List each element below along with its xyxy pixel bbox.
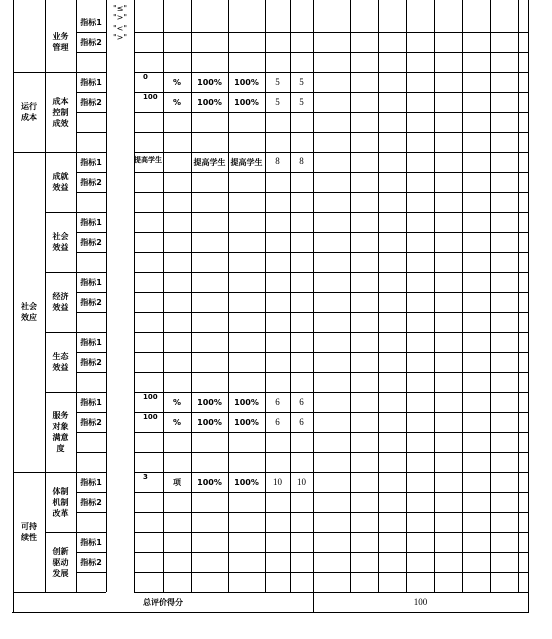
indicator-label: 指标1	[80, 277, 102, 287]
grid-hline	[134, 252, 528, 253]
grid-hline	[76, 512, 106, 513]
weight-score: 6	[275, 397, 280, 407]
actual-value: 提高学生	[193, 157, 226, 167]
achieved-score: 6	[299, 397, 304, 407]
target-value: 0	[143, 73, 148, 81]
grid-vline	[313, 0, 314, 612]
grid-hline	[134, 492, 528, 493]
grid-vline	[518, 0, 519, 592]
grid-hline	[134, 112, 528, 113]
unit-value: %	[172, 77, 181, 87]
grid-hline	[134, 372, 528, 373]
indicator-label: 指标2	[80, 557, 102, 567]
grid-hline	[134, 432, 528, 433]
weight-score: 5	[275, 97, 280, 107]
comparison-symbol: "<" ">"	[112, 24, 128, 42]
actual-value: 100%	[197, 477, 222, 487]
actual-value: 100%	[197, 97, 222, 107]
grid-vline	[528, 0, 529, 612]
indicator-label: 指标2	[80, 497, 102, 507]
grid-vline	[434, 0, 435, 592]
indicator-label: 指标1	[80, 157, 102, 167]
weight-score: 10	[273, 477, 282, 487]
comparison-symbol: "≤" ">"	[112, 4, 128, 22]
weight-score: 8	[275, 156, 280, 166]
indicator-label: 指标1	[80, 337, 102, 347]
grid-hline	[134, 292, 528, 293]
grid-hline	[134, 352, 528, 353]
section-label: 可持 续性	[21, 522, 37, 542]
grid-hline	[134, 192, 528, 193]
grid-hline	[76, 312, 106, 313]
section-label: 运行 成本	[21, 102, 37, 122]
grid-hline	[134, 212, 528, 213]
grid-hline	[76, 112, 106, 113]
grid-hline	[134, 52, 528, 53]
grid-hline	[134, 312, 528, 313]
subsection-label: 创新 驱动 发展	[52, 546, 69, 578]
grid-hline	[134, 512, 528, 513]
actual-value: 100%	[197, 417, 222, 427]
indicator-label: 指标2	[80, 37, 102, 47]
grid-hline	[134, 552, 528, 553]
actual-value-2: 100%	[234, 97, 259, 107]
grid-hline	[76, 572, 106, 573]
achieved-score: 5	[299, 97, 304, 107]
target-value: 100	[143, 393, 158, 401]
grid-vline	[378, 0, 379, 592]
unit-value: %	[172, 397, 181, 407]
subsection-label: 生态 效益	[52, 352, 69, 372]
subsection-label: 服务 对象 满意 度	[52, 411, 69, 453]
indicator-label: 指标1	[80, 537, 102, 547]
grid-vline	[106, 0, 107, 592]
indicator-label: 指标2	[80, 357, 102, 367]
indicator-label: 指标2	[80, 97, 102, 107]
indicator-label: 指标1	[80, 217, 102, 227]
total-score-value: 100	[413, 597, 428, 607]
grid-hline	[12, 612, 529, 613]
target-value: 100	[143, 93, 158, 101]
grid-hline	[134, 572, 528, 573]
grid-hline	[76, 132, 106, 133]
subsection-label: 成本 控制 成效	[52, 96, 69, 128]
indicator-label: 指标2	[80, 297, 102, 307]
grid-hline	[134, 232, 528, 233]
subsection-label: 业务 管理	[52, 32, 69, 52]
grid-hline	[76, 52, 106, 53]
grid-hline	[76, 372, 106, 373]
weight-score: 5	[275, 77, 280, 87]
achieved-score: 5	[299, 77, 304, 87]
actual-value: 100%	[197, 77, 222, 87]
grid-hline	[134, 452, 528, 453]
unit-value: %	[172, 97, 181, 107]
target-value: 提高学生	[134, 156, 162, 164]
indicator-label: 指标1	[80, 17, 102, 27]
grid-hline	[134, 532, 528, 533]
subsection-label: 成就 效益	[52, 172, 69, 192]
indicator-label: 指标2	[80, 177, 102, 187]
indicator-label: 指标1	[80, 397, 102, 407]
grid-vline	[406, 0, 407, 592]
indicator-label: 指标1	[80, 77, 102, 87]
grid-hline	[134, 32, 528, 33]
subsection-label: 社会 效益	[52, 232, 69, 252]
indicator-label: 指标2	[80, 237, 102, 247]
total-score-label: 总评价得分	[143, 597, 183, 607]
actual-value-2: 100%	[234, 417, 259, 427]
actual-value-2: 100%	[234, 397, 259, 407]
actual-value: 100%	[197, 397, 222, 407]
subsection-label: 体制 机制 改革	[52, 486, 69, 518]
target-value: 3	[143, 473, 148, 481]
grid-hline	[134, 272, 528, 273]
grid-hline	[134, 132, 528, 133]
achieved-score: 10	[297, 477, 306, 487]
grid-hline	[76, 192, 106, 193]
unit-value: 项	[173, 477, 181, 487]
section-label: 社会 效应	[21, 302, 37, 322]
grid-hline	[76, 452, 106, 453]
indicator-label: 指标2	[80, 417, 102, 427]
grid-vline	[350, 0, 351, 592]
achieved-score: 8	[299, 156, 304, 166]
grid-hline	[134, 172, 528, 173]
subsection-label: 经济 效益	[52, 292, 69, 312]
grid-vline	[462, 0, 463, 592]
actual-value-2: 100%	[234, 77, 259, 87]
grid-hline	[76, 252, 106, 253]
achieved-score: 6	[299, 417, 304, 427]
grid-hline	[134, 332, 528, 333]
grid-hline	[76, 432, 106, 433]
weight-score: 6	[275, 417, 280, 427]
actual-value-2: 100%	[234, 477, 259, 487]
grid-vline	[490, 0, 491, 592]
unit-value: %	[172, 417, 181, 427]
target-value: 100	[143, 413, 158, 421]
indicator-label: 指标1	[80, 477, 102, 487]
actual-value-2: 提高学生	[230, 157, 263, 167]
